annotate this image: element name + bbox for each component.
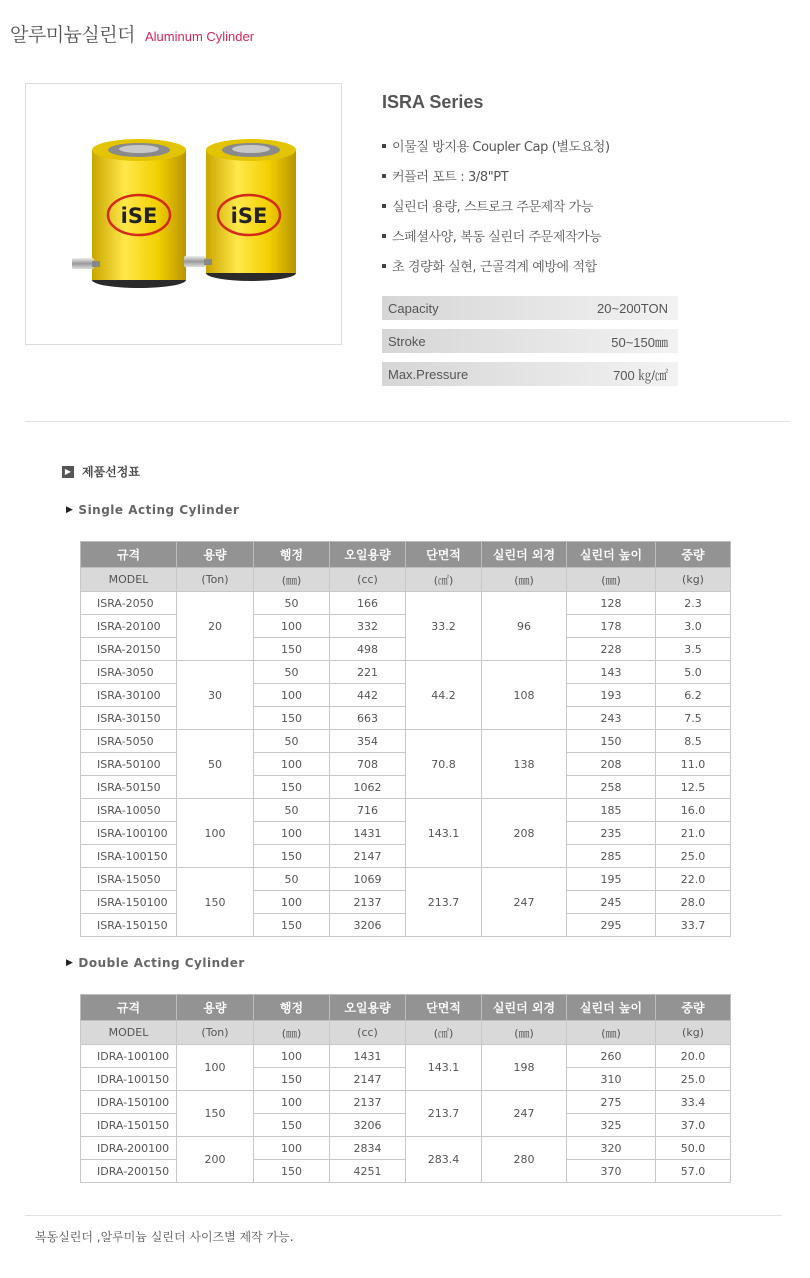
model-cell: IDRA-150100 (81, 1091, 177, 1114)
weight-cell: 5.0 (656, 661, 731, 684)
spec-max-pressure: Max.Pressure 700 ㎏/㎠ (382, 362, 678, 386)
capacity-cell: 150 (177, 1091, 254, 1137)
column-header: 단면적 (406, 542, 482, 568)
weight-cell: 2.3 (656, 592, 731, 615)
stroke-cell: 100 (254, 891, 330, 914)
area-cell: 33.2 (406, 592, 482, 661)
weight-cell: 16.0 (656, 799, 731, 822)
column-unit: (㎜) (254, 1021, 330, 1045)
stroke-cell: 50 (254, 799, 330, 822)
oil-capacity-cell: 716 (330, 799, 406, 822)
oil-capacity-cell: 2137 (330, 1091, 406, 1114)
area-cell: 213.7 (406, 1091, 482, 1137)
column-unit: (Ton) (177, 568, 254, 592)
model-cell: ISRA-5050 (81, 730, 177, 753)
single-acting-title: ▶ Single Acting Cylinder (66, 503, 240, 517)
stroke-cell: 150 (254, 776, 330, 799)
weight-cell: 33.4 (656, 1091, 731, 1114)
model-cell: ISRA-20100 (81, 615, 177, 638)
stroke-cell: 50 (254, 661, 330, 684)
table-header-row (81, 542, 731, 568)
selection-title: ▶ 제품선정표 (62, 463, 140, 480)
column-unit: (㎠) (406, 568, 482, 592)
table-row (81, 1045, 731, 1068)
capacity-cell: 100 (177, 1045, 254, 1091)
outer-diameter-cell: 208 (482, 799, 567, 868)
area-cell: 283.4 (406, 1137, 482, 1183)
section-divider (25, 421, 790, 422)
oil-capacity-cell: 3206 (330, 1114, 406, 1137)
model-cell: IDRA-200100 (81, 1137, 177, 1160)
weight-cell: 33.7 (656, 914, 731, 937)
area-cell: 44.2 (406, 661, 482, 730)
model-cell: ISRA-100100 (81, 822, 177, 845)
weight-cell: 28.0 (656, 891, 731, 914)
model-cell: ISRA-150150 (81, 914, 177, 937)
height-cell: 310 (567, 1068, 656, 1091)
oil-capacity-cell: 3206 (330, 914, 406, 937)
weight-cell: 25.0 (656, 845, 731, 868)
column-unit: (㎠) (406, 1021, 482, 1045)
stroke-cell: 100 (254, 1137, 330, 1160)
cylinder-right (184, 139, 296, 281)
series-title: ISRA Series (382, 92, 484, 112)
weight-cell: 12.5 (656, 776, 731, 799)
feature-item: 이물질 방지용 Coupler Cap (별도요청) (382, 138, 610, 168)
weight-cell: 3.5 (656, 638, 731, 661)
outer-diameter-cell: 108 (482, 661, 567, 730)
model-cell: ISRA-2050 (81, 592, 177, 615)
spec-summary (382, 296, 678, 395)
weight-cell: 6.2 (656, 684, 731, 707)
column-header: 실린더 높이 (567, 542, 656, 568)
cylinder-illustration (26, 84, 343, 346)
stroke-cell: 150 (254, 1068, 330, 1091)
stroke-cell: 150 (254, 707, 330, 730)
stroke-cell: 100 (254, 1091, 330, 1114)
oil-capacity-cell: 1069 (330, 868, 406, 891)
bullet-icon (382, 204, 386, 208)
column-header: 실린더 외경 (482, 542, 567, 568)
column-unit: (cc) (330, 568, 406, 592)
bullet-icon (382, 174, 386, 178)
weight-cell: 3.0 (656, 615, 731, 638)
feature-item: 초 경량화 실현, 근골격계 예방에 적합 (382, 258, 610, 288)
height-cell: 235 (567, 822, 656, 845)
column-unit: MODEL (81, 568, 177, 592)
single-acting-table (80, 541, 731, 937)
height-cell: 150 (567, 730, 656, 753)
stroke-cell: 100 (254, 1045, 330, 1068)
oil-capacity-cell: 354 (330, 730, 406, 753)
stroke-cell: 150 (254, 1160, 330, 1183)
weight-cell: 11.0 (656, 753, 731, 776)
stroke-cell: 150 (254, 638, 330, 661)
height-cell: 228 (567, 638, 656, 661)
model-cell: ISRA-50150 (81, 776, 177, 799)
column-header: 단면적 (406, 995, 482, 1021)
model-cell: IDRA-150150 (81, 1114, 177, 1137)
model-cell: IDRA-100150 (81, 1068, 177, 1091)
height-cell: 258 (567, 776, 656, 799)
spec-capacity: Capacity 20~200TON (382, 296, 678, 320)
feature-item: 커플러 포트 : 3/8"PT (382, 168, 610, 198)
column-unit: (㎜) (482, 1021, 567, 1045)
stroke-cell: 50 (254, 592, 330, 615)
model-cell: ISRA-20150 (81, 638, 177, 661)
table-row (81, 592, 731, 615)
oil-capacity-cell: 4251 (330, 1160, 406, 1183)
oil-capacity-cell: 2147 (330, 1068, 406, 1091)
height-cell: 295 (567, 914, 656, 937)
column-header: 중량 (656, 995, 731, 1021)
product-photo (25, 83, 342, 345)
page-title: 알루미늄실린더 (10, 24, 135, 46)
oil-capacity-cell: 166 (330, 592, 406, 615)
model-cell: IDRA-100100 (81, 1045, 177, 1068)
footer-divider (25, 1215, 782, 1216)
height-cell: 243 (567, 707, 656, 730)
oil-capacity-cell: 1431 (330, 1045, 406, 1068)
capacity-cell: 20 (177, 592, 254, 661)
height-cell: 195 (567, 868, 656, 891)
height-cell: 143 (567, 661, 656, 684)
brand-logo-right: iSE (230, 204, 268, 228)
column-header: 실린더 높이 (567, 995, 656, 1021)
bullet-icon (382, 144, 386, 148)
oil-capacity-cell: 442 (330, 684, 406, 707)
footer-note: 복동실린더 ,알루미늄 실린더 사이즈별 제작 가능. (35, 1230, 294, 1244)
brand-logo-left: iSE (120, 204, 158, 228)
table-row (81, 730, 731, 753)
oil-capacity-cell: 663 (330, 707, 406, 730)
weight-cell: 50.0 (656, 1137, 731, 1160)
page-subtitle: Aluminum Cylinder (144, 29, 255, 44)
column-unit: (㎜) (567, 568, 656, 592)
bullet-icon (382, 264, 386, 268)
model-cell: ISRA-150100 (81, 891, 177, 914)
weight-cell: 7.5 (656, 707, 731, 730)
stroke-cell: 100 (254, 684, 330, 707)
stroke-cell: 150 (254, 914, 330, 937)
model-cell: IDRA-200150 (81, 1160, 177, 1183)
feature-item: 스페셜사양, 복동 실린더 주문제작가능 (382, 228, 610, 258)
stroke-cell: 150 (254, 1114, 330, 1137)
weight-cell: 57.0 (656, 1160, 731, 1183)
spec-stroke: Stroke 50~150㎜ (382, 329, 678, 353)
outer-diameter-cell: 138 (482, 730, 567, 799)
cylinder-left (72, 139, 186, 288)
column-header: 규격 (81, 995, 177, 1021)
column-unit: (kg) (656, 1021, 731, 1045)
column-unit: MODEL (81, 1021, 177, 1045)
column-unit: (cc) (330, 1021, 406, 1045)
model-cell: ISRA-3050 (81, 661, 177, 684)
capacity-cell: 100 (177, 799, 254, 868)
double-acting-table (80, 994, 731, 1183)
weight-cell: 37.0 (656, 1114, 731, 1137)
column-header: 행정 (254, 542, 330, 568)
height-cell: 178 (567, 615, 656, 638)
height-cell: 320 (567, 1137, 656, 1160)
column-header: 용량 (177, 542, 254, 568)
column-header: 오일용량 (330, 995, 406, 1021)
outer-diameter-cell: 247 (482, 868, 567, 937)
oil-capacity-cell: 2147 (330, 845, 406, 868)
weight-cell: 20.0 (656, 1045, 731, 1068)
capacity-cell: 30 (177, 661, 254, 730)
column-header: 오일용량 (330, 542, 406, 568)
weight-cell: 22.0 (656, 868, 731, 891)
height-cell: 260 (567, 1045, 656, 1068)
oil-capacity-cell: 332 (330, 615, 406, 638)
outer-diameter-cell: 280 (482, 1137, 567, 1183)
feature-item: 실린더 용량, 스트로크 주문제작 가능 (382, 198, 610, 228)
table-row (81, 799, 731, 822)
table-row (81, 868, 731, 891)
table-header-row (81, 995, 731, 1021)
oil-capacity-cell: 2137 (330, 891, 406, 914)
model-cell: ISRA-10050 (81, 799, 177, 822)
height-cell: 128 (567, 592, 656, 615)
column-header: 실린더 외경 (482, 995, 567, 1021)
capacity-cell: 150 (177, 868, 254, 937)
height-cell: 325 (567, 1114, 656, 1137)
stroke-cell: 100 (254, 615, 330, 638)
area-cell: 143.1 (406, 799, 482, 868)
table-row (81, 661, 731, 684)
weight-cell: 25.0 (656, 1068, 731, 1091)
stroke-cell: 50 (254, 868, 330, 891)
arrow-right-icon: ▶ (66, 505, 74, 515)
column-unit: (㎜) (482, 568, 567, 592)
model-cell: ISRA-15050 (81, 868, 177, 891)
weight-cell: 21.0 (656, 822, 731, 845)
column-unit: (㎜) (254, 568, 330, 592)
oil-capacity-cell: 2834 (330, 1137, 406, 1160)
column-unit: (kg) (656, 568, 731, 592)
bullet-icon (382, 234, 386, 238)
height-cell: 275 (567, 1091, 656, 1114)
area-cell: 70.8 (406, 730, 482, 799)
arrow-box-icon: ▶ (62, 466, 74, 478)
area-cell: 213.7 (406, 868, 482, 937)
outer-diameter-cell: 198 (482, 1045, 567, 1091)
height-cell: 208 (567, 753, 656, 776)
oil-capacity-cell: 498 (330, 638, 406, 661)
height-cell: 185 (567, 799, 656, 822)
height-cell: 193 (567, 684, 656, 707)
column-unit: (Ton) (177, 1021, 254, 1045)
column-header: 규격 (81, 542, 177, 568)
arrow-right-icon: ▶ (66, 958, 74, 968)
oil-capacity-cell: 1062 (330, 776, 406, 799)
area-cell: 143.1 (406, 1045, 482, 1091)
model-cell: ISRA-50100 (81, 753, 177, 776)
stroke-cell: 100 (254, 753, 330, 776)
table-row (81, 1137, 731, 1160)
stroke-cell: 150 (254, 845, 330, 868)
column-unit: (㎜) (567, 1021, 656, 1045)
oil-capacity-cell: 708 (330, 753, 406, 776)
height-cell: 245 (567, 891, 656, 914)
model-cell: ISRA-30100 (81, 684, 177, 707)
page-header (10, 20, 254, 46)
height-cell: 285 (567, 845, 656, 868)
oil-capacity-cell: 1431 (330, 822, 406, 845)
column-header: 행정 (254, 995, 330, 1021)
outer-diameter-cell: 96 (482, 592, 567, 661)
capacity-cell: 50 (177, 730, 254, 799)
stroke-cell: 100 (254, 822, 330, 845)
weight-cell: 8.5 (656, 730, 731, 753)
column-header: 중량 (656, 542, 731, 568)
table-unit-row (81, 568, 731, 592)
feature-list (382, 138, 610, 288)
model-cell: ISRA-100150 (81, 845, 177, 868)
model-cell: ISRA-30150 (81, 707, 177, 730)
column-header: 용량 (177, 995, 254, 1021)
table-unit-row (81, 1021, 731, 1045)
double-acting-title: ▶ Double Acting Cylinder (66, 956, 245, 970)
height-cell: 370 (567, 1160, 656, 1183)
stroke-cell: 50 (254, 730, 330, 753)
outer-diameter-cell: 247 (482, 1091, 567, 1137)
capacity-cell: 200 (177, 1137, 254, 1183)
table-row (81, 1091, 731, 1114)
oil-capacity-cell: 221 (330, 661, 406, 684)
